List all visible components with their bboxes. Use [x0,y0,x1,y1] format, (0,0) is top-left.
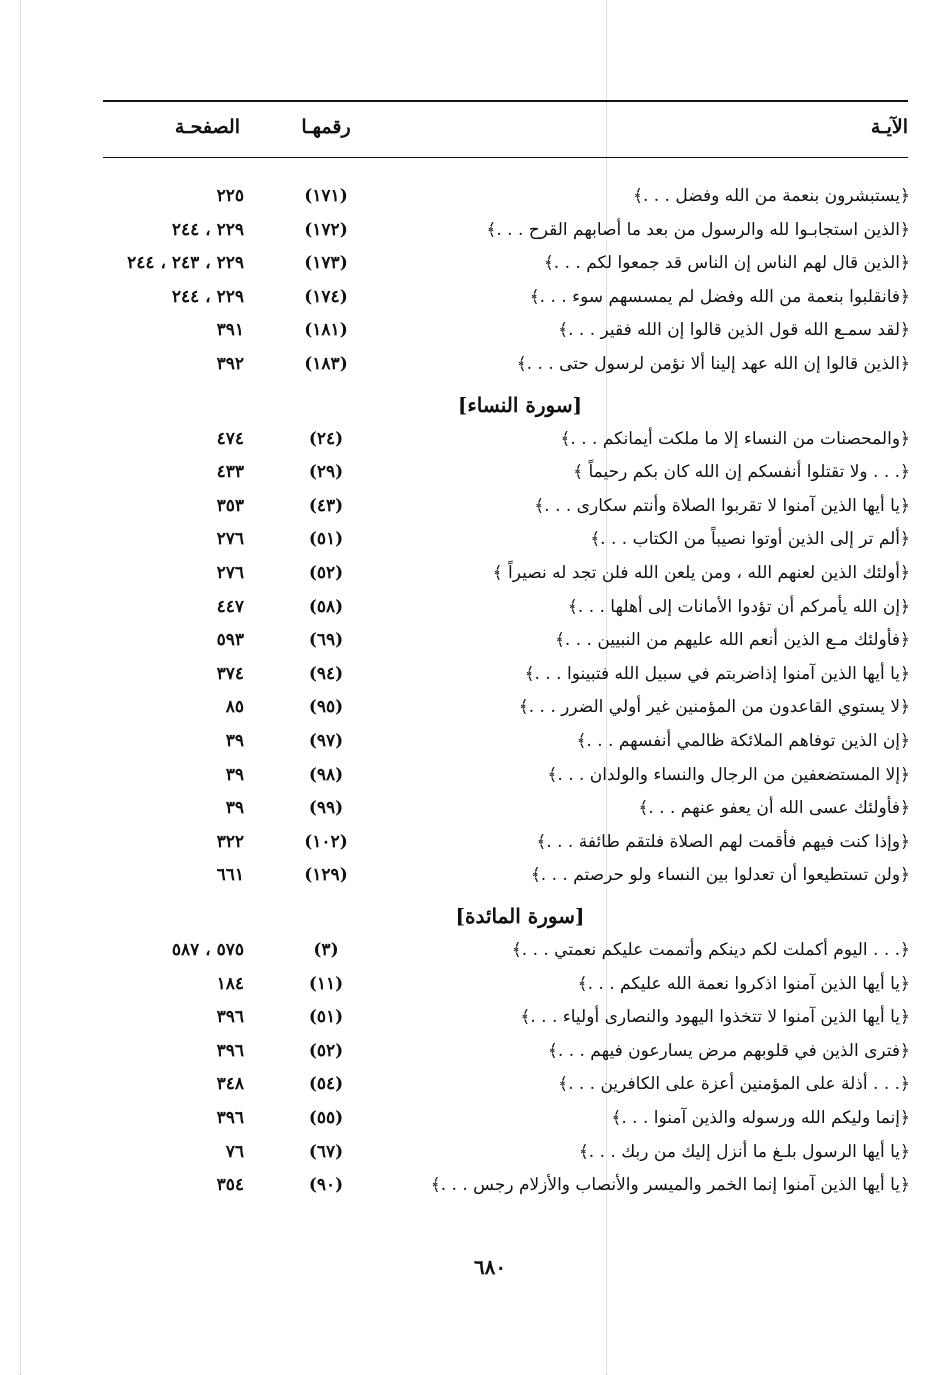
page-refs: ٥٩٣ [216,630,244,651]
verse-number: (١٠٢) [304,831,348,852]
surah-heading [0,387,952,423]
page-refs: ٨٥ [225,697,244,718]
page-refs: ٦٦١ [216,865,244,886]
page-refs: ٢٢٩ ، ٢٤٤ [171,286,244,307]
verse-number: (٥٨) [308,596,344,617]
page-refs: ٣٩٦ [216,1007,244,1028]
verse-text: ﴿إلا المستضعفين من الرجال والنساء والولدان . . .﴾ [547,764,910,785]
index-row [0,490,952,523]
page-refs: ٣٥٤ [216,1175,244,1196]
verse-number: (٩٥) [308,697,344,718]
verse-text: ﴿فأولئك عسى الله أن يعفو عنهم . . .﴾ [638,798,910,819]
page-refs: ٣٩٢ [216,354,244,374]
verse-text: ﴿إنما وليكم الله ورسوله والذين آمنوا . . .﴾ [611,1108,910,1128]
index-row [0,348,952,381]
index-row [0,1169,952,1202]
page-refs: ٧٦ [225,1141,244,1162]
verse-text: ﴿يا أيها الرسول بلـغ ما أنزل إليك من ربك . . .﴾ [578,1141,910,1162]
page-refs: ٣٩ [225,731,244,751]
index-row [0,1001,952,1034]
verse-text: ﴿الذين قال لهم الناس إن الناس قد جمعوا لكم . . .﴾ [543,253,910,274]
index-row [0,180,952,213]
page-refs: ٢٢٩ ، ٢٤٣ ، ٢٤٤ [127,253,244,274]
verse-number: (٥٤) [308,1074,344,1095]
page-refs: ٣٢٢ [216,831,244,852]
verse-text: ﴿ولن تستطيعوا أن تعدلوا بين النساء ولو حرصتم . . .﴾ [530,865,910,886]
index-row [0,826,952,859]
index-row [0,1068,952,1101]
column-header-number: رقمهـا [301,116,351,138]
verse-number: (١٧١) [304,186,348,206]
index-row [0,968,952,1001]
index-row [0,557,952,590]
verse-number: (٦٧) [308,1141,344,1162]
index-row [0,859,952,892]
verse-number: (٢٩) [308,462,344,483]
page-refs: ٣٥٣ [216,495,244,516]
index-row [0,591,952,624]
verse-number: (٥٥) [308,1108,344,1128]
verse-text: ﴿إن الذين توفاهم الملائكة ظالمي أنفسهم . . .﴾ [576,731,910,751]
verse-text: ﴿. . . اليوم أكملت لكم دينكم وأتممت عليكم نعمتي . . .﴾ [511,940,910,960]
index-row [0,624,952,657]
verse-number: (١٧٣) [304,253,348,274]
surah-heading [0,898,952,934]
page-refs: ٢٧٦ [216,563,244,583]
verse-number: (٩٠) [308,1175,344,1196]
verse-number: (٥٢) [308,563,344,583]
verse-number: (٩٤) [308,663,344,684]
page-refs: ٢٢٥ [216,186,244,206]
index-row [0,658,952,691]
page-refs: ٤٣٣ [216,462,244,483]
index-row [0,759,952,792]
page-refs: ٣٩٦ [216,1040,244,1061]
page-refs: ٥٧٥ ، ٥٨٧ [171,940,244,960]
page-refs: ٣٩١ [216,320,244,341]
verse-number: (١٨٣) [304,354,348,374]
index-row [0,1136,952,1169]
page-refs: ٢٢٩ ، ٢٤٤ [171,219,244,240]
column-header-page: الصفحـة [174,116,240,138]
page-refs: ٤٤٧ [216,596,244,617]
verse-text: ﴿يا أيها الذين آمنوا إنما الخمر والميسر والأنصاب والأزلام رجس . . .﴾ [430,1175,910,1196]
verse-text: ﴿. . . ولا تقتلوا أنفسكم إن الله كان بكم رحيماً ﴾ [573,462,910,483]
verse-text: ﴿يستبشرون بنعمة من الله وفضل . . .﴾ [632,186,910,206]
page-refs: ٣٩٦ [216,1108,244,1128]
page-refs: ٣٧٤ [216,663,244,684]
verse-text: ﴿أولئك الذين لعنهم الله ، ومن يلعن الله فلن تجد له نصيراً ﴾ [492,563,910,583]
index-row [0,214,952,247]
header-top-rule [103,100,908,102]
verse-number: (٩٧) [308,731,344,751]
header-bottom-rule [103,157,908,158]
verse-text: ﴿وإذا كنت فيهم فأقمت لهم الصلاة فلتقم طائفة . . .﴾ [536,831,910,852]
verse-text: ﴿يا أيها الذين آمنوا لا تقربوا الصلاة وأنتم سكارى . . .﴾ [534,495,910,516]
page-number: ٦٨٠ [473,1255,507,1279]
page-refs: ٣٤٨ [216,1074,244,1095]
verse-text: ﴿يا أيها الذين آمنوا لا تتخذوا اليهود والنصارى أولياء . . .﴾ [520,1007,910,1028]
verse-text: ﴿ألم تر إلى الذين أوتوا نصيباً من الكتاب . . .﴾ [590,529,910,550]
page-refs: ٤٧٤ [216,428,244,449]
verse-text: ﴿لقد سمـع الله قول الذين قالوا إن الله فقير . . .﴾ [558,320,910,341]
verse-number: (٣) [313,940,339,960]
verse-number: (١٢٩) [304,865,348,886]
index-row [0,523,952,556]
surah-title: [سورة المائدة] [455,904,585,928]
index-row [0,423,952,456]
surah-title: [سورة النساء] [457,392,583,417]
verse-number: (٥١) [308,1007,344,1028]
index-row [0,792,952,825]
verse-number: (٤٣) [308,495,344,516]
verse-text: ﴿فترى الذين في قلوبهم مرض يسارعون فيهم . . .﴾ [547,1040,910,1061]
verse-number: (٩٨) [308,764,344,785]
verse-text: ﴿إن الله يأمركم أن تؤدوا الأمانات إلى أهلها . . .﴾ [567,596,910,617]
index-row [0,1102,952,1135]
verse-text: ﴿الذين قالوا إن الله عهد إلينا ألا نؤمن لرسول حتى . . .﴾ [516,354,910,374]
verse-number: (٩٩) [308,798,344,819]
verse-text: ﴿فأولئك مـع الذين أنعم الله عليهم من النبيين . . .﴾ [554,630,910,651]
index-row [0,281,952,314]
index-row [0,314,952,347]
verse-text: ﴿والمحصنات من النساء إلا ما ملكت أيمانكم . . .﴾ [560,428,910,449]
verse-text: ﴿الذين استجابـوا لله والرسول من بعد ما أصابهم القرح . . .﴾ [486,219,910,240]
index-row [0,725,952,758]
index-row [0,691,952,724]
verse-text: ﴿يا أيها الذين آمنوا اذكروا نعمة الله عليكم . . .﴾ [577,973,910,994]
verse-number: (٥١) [308,529,344,550]
page-refs: ١٨٤ [216,973,244,994]
index-row [0,456,952,489]
verse-number: (١٧٤) [304,286,348,307]
verse-text: ﴿يا أيها الذين آمنوا إذاضربتم في سبيل الله فتبينوا . . .﴾ [524,663,910,684]
verse-text: ﴿. . . أذلة على المؤمنين أعزة على الكافرين . . .﴾ [558,1074,910,1095]
page-refs: ٣٩ [225,798,244,819]
page-refs: ٣٩ [225,764,244,785]
verse-text: ﴿فانقلبوا بنعمة من الله وفضل لم يمسسهم سوء . . .﴾ [529,286,910,307]
index-row [0,247,952,280]
index-row [0,934,952,967]
verse-number: (١٨١) [304,320,348,341]
index-row [0,1035,952,1068]
verse-number: (١١) [308,973,344,994]
verse-text: ﴿لا يستوي القاعدون من المؤمنين غير أولي الضرر . . .﴾ [518,697,910,718]
verse-number: (٥٢) [308,1040,344,1061]
verse-number: (٢٤) [308,428,344,449]
column-header-verse: الآيـة [870,116,908,138]
verse-number: (١٧٢) [304,219,348,240]
verse-number: (٦٩) [308,630,344,651]
page-refs: ٢٧٦ [216,529,244,550]
